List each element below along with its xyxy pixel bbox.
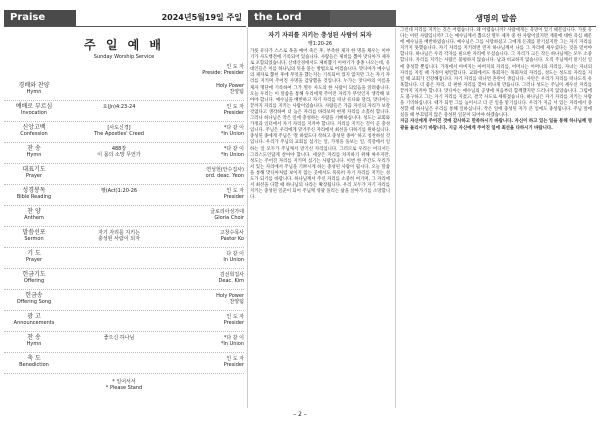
order-item-leader-2: Presider xyxy=(223,320,244,326)
order-item-detail-2: 이 몸의 소망 무언가 xyxy=(97,152,141,158)
order-item-leader-2: Pastor Ko xyxy=(220,236,244,242)
order-item-leader xyxy=(174,146,244,158)
order-item-leader-2: 찬양팀 xyxy=(229,299,244,305)
order-item-en: Announcements xyxy=(13,320,55,326)
order-item-ko: 찬 송 xyxy=(27,334,41,341)
order-item-leader-1: 김선희집사 xyxy=(219,272,244,278)
column-divider xyxy=(247,28,248,408)
lord-header xyxy=(248,10,396,27)
order-item-detail xyxy=(64,104,174,110)
worship-title: 주 일 예 배 xyxy=(84,38,164,52)
order-item-detail-1: 요(Jn)4:23-24 xyxy=(102,104,136,110)
word-header xyxy=(396,10,596,27)
order-item-name xyxy=(4,188,64,200)
order-item-leader-1: 연성헌(안수집사) xyxy=(206,167,244,173)
order-item-leader xyxy=(174,314,244,326)
order-item-detail-1: 행(Act)1:20-26 xyxy=(100,188,138,194)
order-item-detail-1: 자기 자리를 지키는 xyxy=(98,230,140,236)
order-item-ko: 축 도 xyxy=(27,355,41,362)
column-divider xyxy=(395,28,396,408)
order-of-service xyxy=(4,80,244,374)
order-item-ko: 찬 송 xyxy=(27,145,41,152)
order-item-ko: 말씀선포 xyxy=(22,229,46,236)
order-row xyxy=(4,122,244,143)
order-item-name xyxy=(4,167,64,179)
order-item-en: Confession xyxy=(20,131,48,137)
order-item-leader-2: 찬양팀 xyxy=(229,89,244,95)
order-item-leader-1: 인 도 자 xyxy=(226,356,244,362)
order-item-leader xyxy=(174,83,244,95)
order-row xyxy=(4,248,244,269)
order-item-ko: 성경봉독 xyxy=(22,187,46,194)
order-item-detail xyxy=(64,125,174,137)
order-item-leader xyxy=(174,335,244,347)
praise-header xyxy=(4,10,246,27)
order-item-leader-2: Presider xyxy=(223,110,244,116)
order-item-name xyxy=(4,335,64,347)
order-row xyxy=(4,311,244,332)
order-item-leader-2: *In Union xyxy=(220,152,244,158)
order-item-detail-1: 488장 xyxy=(111,146,127,152)
order-item-leader-1: Holy Power xyxy=(216,293,244,299)
order-item-en: Prayer xyxy=(25,257,43,263)
order-item-detail xyxy=(64,230,174,242)
order-item-name xyxy=(4,125,64,137)
presider-label: 인 도 자 xyxy=(226,64,244,70)
sermon-column xyxy=(250,28,390,201)
order-item-en: Bible Reading xyxy=(16,194,52,200)
order-item-leader-1: 인 도 자 xyxy=(226,104,244,110)
order-item-ko: 기 도 xyxy=(27,250,41,257)
order-item-en: Hymn xyxy=(26,89,42,95)
order-item-leader-2: ord. deac. Yeon xyxy=(205,173,244,179)
order-item-name xyxy=(4,83,64,95)
order-item-leader xyxy=(174,104,244,116)
sermon-reference: 행1:20-26 xyxy=(307,41,333,47)
order-item-ko: 헌금기도 xyxy=(22,271,46,278)
order-item-ko: 대표기도 xyxy=(22,166,46,173)
order-item-en: Sermon xyxy=(24,236,44,242)
order-item-leader-2: Deac. Kim xyxy=(218,278,244,284)
order-item-leader-1: 글로리아성가대 xyxy=(210,209,244,215)
order-item-leader-2: In Union xyxy=(223,257,244,263)
lord-tag: the Lord xyxy=(248,10,330,26)
order-item-en: Anthem xyxy=(24,215,44,221)
order-item-ko: 경배와 찬양 xyxy=(18,82,50,89)
stand-note-en: * Please Stand xyxy=(105,385,143,391)
order-row xyxy=(4,332,244,353)
order-item-leader xyxy=(174,272,244,284)
order-item-ko: 광 고 xyxy=(27,313,41,320)
order-item-leader-1: 인 도 자 xyxy=(226,188,244,194)
order-item-detail-2: 충성된 사람이 되자 xyxy=(98,236,140,242)
order-item-ko: 헌금송 xyxy=(25,292,43,299)
order-item-en: Offering xyxy=(23,278,45,284)
order-item-leader xyxy=(174,209,244,221)
order-item-leader xyxy=(174,230,244,242)
order-item-en: Benediction xyxy=(19,362,49,368)
order-item-leader-2: *In Union xyxy=(220,341,244,347)
order-item-leader xyxy=(174,293,244,305)
order-item-leader-1: Holy Power xyxy=(216,83,244,89)
worship-order-column xyxy=(4,28,244,391)
order-item-detail-2: The Apostles' Creed xyxy=(94,131,144,137)
service-date: 2024년5월19일 주일 xyxy=(161,13,242,22)
presider-en: Preside: Presider xyxy=(202,70,244,76)
header-bar xyxy=(4,10,596,26)
order-item-en: Prayer xyxy=(25,173,43,179)
order-row xyxy=(4,164,244,185)
order-item-detail xyxy=(64,146,174,158)
order-item-ko: 신앙고백 xyxy=(22,124,46,131)
order-item-leader-1: 다 같 이 xyxy=(226,251,244,257)
order-item-name xyxy=(4,356,64,368)
order-item-leader-2: Presider xyxy=(223,194,244,200)
order-item-leader-2: Gloria Choir xyxy=(214,215,244,221)
sermon-title: 자기 자리를 지키는 충성된 사람이 되자 xyxy=(268,32,372,39)
order-item-ko: 찬 양 xyxy=(27,208,41,215)
order-item-leader-1: *다 같 이 xyxy=(223,146,244,152)
order-item-en: Invocation xyxy=(20,110,48,116)
page-number: – 2 – xyxy=(293,411,307,418)
order-item-leader-1: *다 같 이 xyxy=(223,125,244,131)
order-row xyxy=(4,80,244,101)
order-item-detail xyxy=(64,335,174,341)
order-item-name xyxy=(4,209,64,221)
order-item-detail xyxy=(64,188,174,194)
order-item-leader xyxy=(174,251,244,263)
order-item-en: Hymn xyxy=(26,152,42,158)
worship-subtitle: Sunday Worship Service xyxy=(93,54,155,60)
order-item-name xyxy=(4,293,64,305)
order-item-leader xyxy=(174,125,244,137)
word-of-life-column xyxy=(400,28,592,132)
order-item-en: Offering Song xyxy=(16,299,52,305)
order-item-name xyxy=(4,314,64,326)
word-of-life-text: 그런데 자리를 지키는 것은 어렵습니다. 왜 어렵습니까? 사람에게는 욕망이 있기 때문입니다. 가룟 유다는 어떤 사람입니까? 그는 예수님께서 뽑으신 열두 제자 중 한 사람이었지만 재물에 대한 욕심 때문에 예수님을 배반하였습니다. 예수님은 그를 사랑하셨고 그에게 돈궤를 맡기셨지만 그는 자기 자리를 지키지 못했습니다. 자기 자리를 지키려면 먼저 하나님께서 나를 그 자리에 세우셨다는 것을 믿어야 합니다. 하나님은 우리 각자를 필요한 자리에 두셨습니다. 그 자리가 크든 작든 하나님께는 모두 소중합니다. 자리를 지키는 사람은 불평하지 않습니다. 남과 비교하지 않습니다. 오직 주님께서 맡기신 일에 충성할 뿐입니다. 가정에서 아버지는 아버지의 자리를, 어머니는 어머니의 자리를, 자녀는 자녀의 자리를 지킬 때 가정이 평안합니다. 교회에서도 목회자는 목회자의 자리를, 성도는 성도의 자리를 지킬 때 교회가 건강해집니다. 자기 자리를 떠나면 혼란이 생깁니다. 사탄은 우리가 자리를 떠나도록 유혹합니다. 더 좋은 자리, 더 편한 자리를 찾아 떠나게 만듭니다. 그러나 성도는 주님이 세우신 자리를 끝까지 지켜야 합니다. 맛디아는 예수님의 공생애 처음부터 함께했지만 드러나지 않았습니다. 그럼에도 불구하고 그는 자기 자리를 지켰고, 결국 사도로 세워졌습니다. 하나님은 자기 자리를 지키는 사람을 기억하십니다. 때가 되면 그를 높이시고 더 큰 일을 맡기십니다. 우리가 지금 서 있는 자리에서 충성할 때 하나님은 우리를 통해 일하십니다. 작은 일에 충성된 자가 큰 일에도 충성됩니다. 주님 앞에 섰을 때 부끄럽지 않은 충성된 일꾼이 되어야 하겠습니다. xyxy=(400,28,592,119)
order-item-name xyxy=(4,104,64,116)
order-item-leader xyxy=(174,188,244,200)
order-row xyxy=(4,353,244,374)
order-item-leader-1: 인 도 자 xyxy=(226,314,244,320)
order-item-leader-2: Presider xyxy=(223,362,244,368)
presider xyxy=(4,64,244,76)
order-item-leader-1: 고창수목사 xyxy=(219,230,244,236)
order-row xyxy=(4,143,244,164)
order-item-en: Hymn xyxy=(26,341,42,347)
order-item-name xyxy=(4,230,64,242)
word-of-life-title: 생명의 말씀 xyxy=(475,14,517,23)
order-item-ko: 예배로 부르심 xyxy=(15,103,53,110)
order-item-detail-1: 좋으신 하나님 xyxy=(103,335,135,341)
order-row xyxy=(4,206,244,227)
stand-note-ko: * 일어서서 xyxy=(112,379,136,385)
order-row xyxy=(4,290,244,311)
order-item-name xyxy=(4,146,64,158)
order-item-leader xyxy=(174,356,244,368)
order-row xyxy=(4,185,244,206)
order-item-detail-1: [사도신경] xyxy=(107,125,131,131)
sermon-text: 가룟 유다가 스스로 목을 매어 죽은 후, 부족한 제자 한 명을 채우는 이야기가 사도행전에 기록되어 있습니다. 사람들은 제비를 뽑아 맛디아가 제자로 포함되었습니다. 산대산경에서도 제비뽑기 이야기가 종종 나오는데, 유대인들은 이를 하나님의 뜻을 묻는 방법으로 여겼습니다. 맛디아가 예수님의 제자로 뽑힌 후에 무엇을 했는지는 기록되어 있지 않지만 그는 자기 자리를 지키며 주어진 사명을 감당했을 것입니다. 누가는 맛디아의 이름을 제자 명단에 기록하여 그가 열두 사도의 한 사람이 되었음을 알려줍니다. 오늘 우리는 이 말씀을 통해 우리에게 주어진 자리가 무엇인지 생각해 보아야 합니다. 예수님을 배반하고 자기 자리를 떠난 유다와 달리, 맛디아는 끝까지 자리를 지키는 사람이었습니다. 사람들은 가끔 자신의 자리가 보잘것없다고 생각하여 더 높은 자리를 바라보며 현재 자리를 소홀히 합니다. 그러나 하나님은 작은 일에 충성하는 사람을 기뻐하십니다. 성도는 교회와 가정과 일터에서 자기 자리를 지켜야 합니다. 자리를 지키는 것이 곧 충성입니다. 주님은 우리에게 맡겨주신 자리에서 최선을 다하기를 원하십니다. 충성된 종에게 주님은 '잘 하였도다 착하고 충성된 종아' 하고 칭찬하실 것입니다. 우리가 주님의 교회를 섬기는 일, 가정을 돌보는 일, 직장에서 일하는 일 모두가 주님께서 맡기신 자리입니다. 그러므로 우리는 어디서든 그리스도인답게 살아야 합니다. 세상은 자리를 차지하기 위해 싸우지만, 성도는 주어진 자리를 지키며 섬기는 사람입니다. 이번 한 주간도 우리가 서 있는 자리에서 주님을 기쁘시게 하는 충성된 사람이 됩시다. 오늘 말씀을 통해 맛디아처럼 보이지 않는 곳에서도 묵묵히 자기 자리를 지키는 성도가 되기를 바랍니다. 하나님께서 주신 자리를 소중히 여기며, 그 자리에서 최선을 다할 때 하나님의 나라는 확장됩니다. 우리 모두가 자기 자리를 지키는 충성된 일꾼이 되어 주님께 영광 돌리는 삶을 살아가기를 소망합니다. xyxy=(250,49,390,201)
order-item-leader-2: *In Union xyxy=(220,131,244,137)
order-row xyxy=(4,269,244,290)
word-of-life-closing: 지금 자신에게 주어진 것에 감사하고 만족하시기 바랍니다. 자신이 하고 있는 일을 통해 하나님께 영광을 돌리시기 바랍니다. 지금 자신에게 주어진 일에 최선을 다하시기 바랍니다. xyxy=(400,119,592,131)
stand-note xyxy=(4,378,244,391)
praise-tag: Praise xyxy=(4,10,76,26)
order-row xyxy=(4,227,244,248)
order-item-leader xyxy=(174,167,244,179)
order-item-leader-1: *다 같 이 xyxy=(223,335,244,341)
order-row xyxy=(4,101,244,122)
order-item-name xyxy=(4,272,64,284)
order-item-name xyxy=(4,251,64,263)
